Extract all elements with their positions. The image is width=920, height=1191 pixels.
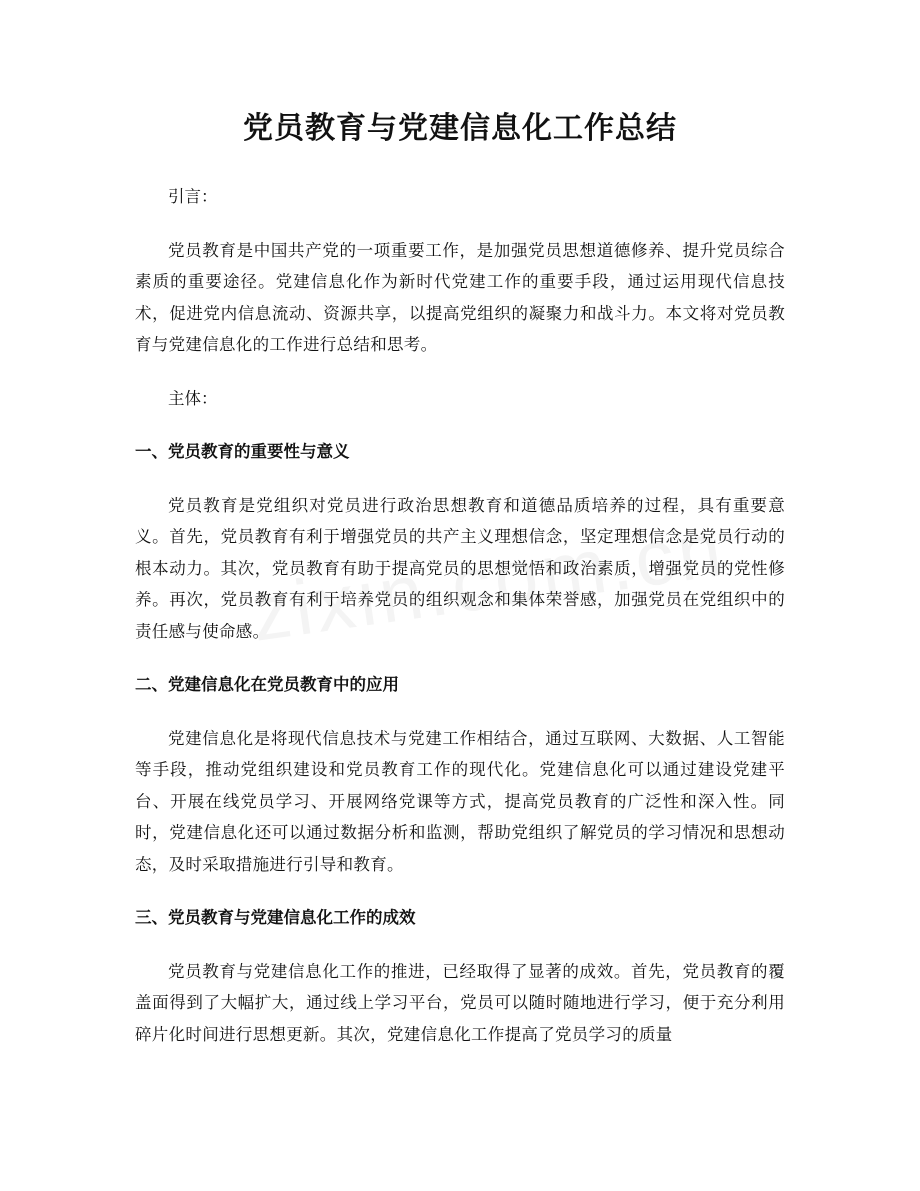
- section-heading-1: 一、党员教育的重要性与意义: [135, 442, 350, 461]
- body-label: 主体：: [168, 388, 218, 408]
- document-body: [135, 181, 785, 1072]
- section-heading-2: 二、党建信息化在党员教育中的应用: [135, 675, 399, 694]
- section-paragraph-2: 党建信息化是将现代信息技术与党建工作相结合，通过互联网、大数据、人工智能等手段，推动党组织建设和党员教育工作的现代化。党建信息化可以通过建设党建平台、开展在线党员学习、开展网络党课等方式，提高党员教育的广泛性和深入性。同时，党建信息化还可以通过数据分析和监测，帮助党组织了解党员的学习情况和思想动态，及时采取措施进行引导和教育。: [135, 728, 785, 874]
- section-heading-3: 三、党员教育与党建信息化工作的成效: [135, 908, 416, 927]
- document-title: 党员教育与党建信息化工作总结: [243, 111, 677, 146]
- intro-paragraph: 党员教育是中国共产党的一项重要工作，是加强党员思想道德修养、提升党员综合素质的重要途径。党建信息化作为新时代党建工作的重要手段，通过运用现代信息技术，促进党内信息流动、资源共享，以提高党组织的凝聚力和战斗力。本文将对党员教育与党建信息化的工作进行总结和思考。: [135, 240, 785, 354]
- section-paragraph-1: 党员教育是党组织对党员进行政治思想教育和道德品质培养的过程，具有重要意义。首先，党员教育有利于增强党员的共产主义理想信念，坚定理想信念是党员行动的根本动力。其次，党员教育有助于提高党员的思想觉悟和政治素质，增强党员的党性修养。再次，党员教育有利于培养党员的组织观念和集体荣誉感，加强党员在党组织中的责任感与使命感。: [135, 495, 785, 641]
- intro-label: 引言：: [168, 187, 218, 206]
- section-paragraph-3: 党员教育与党建信息化工作的推进，已经取得了显著的成效。首先，党员教育的覆盖面得到了大幅扩大，通过线上学习平台，党员可以随时随地进行学习，便于充分利用碎片化时间进行思想更新。其次，党建信息化工作提高了党员学习的质量: [135, 961, 785, 1044]
